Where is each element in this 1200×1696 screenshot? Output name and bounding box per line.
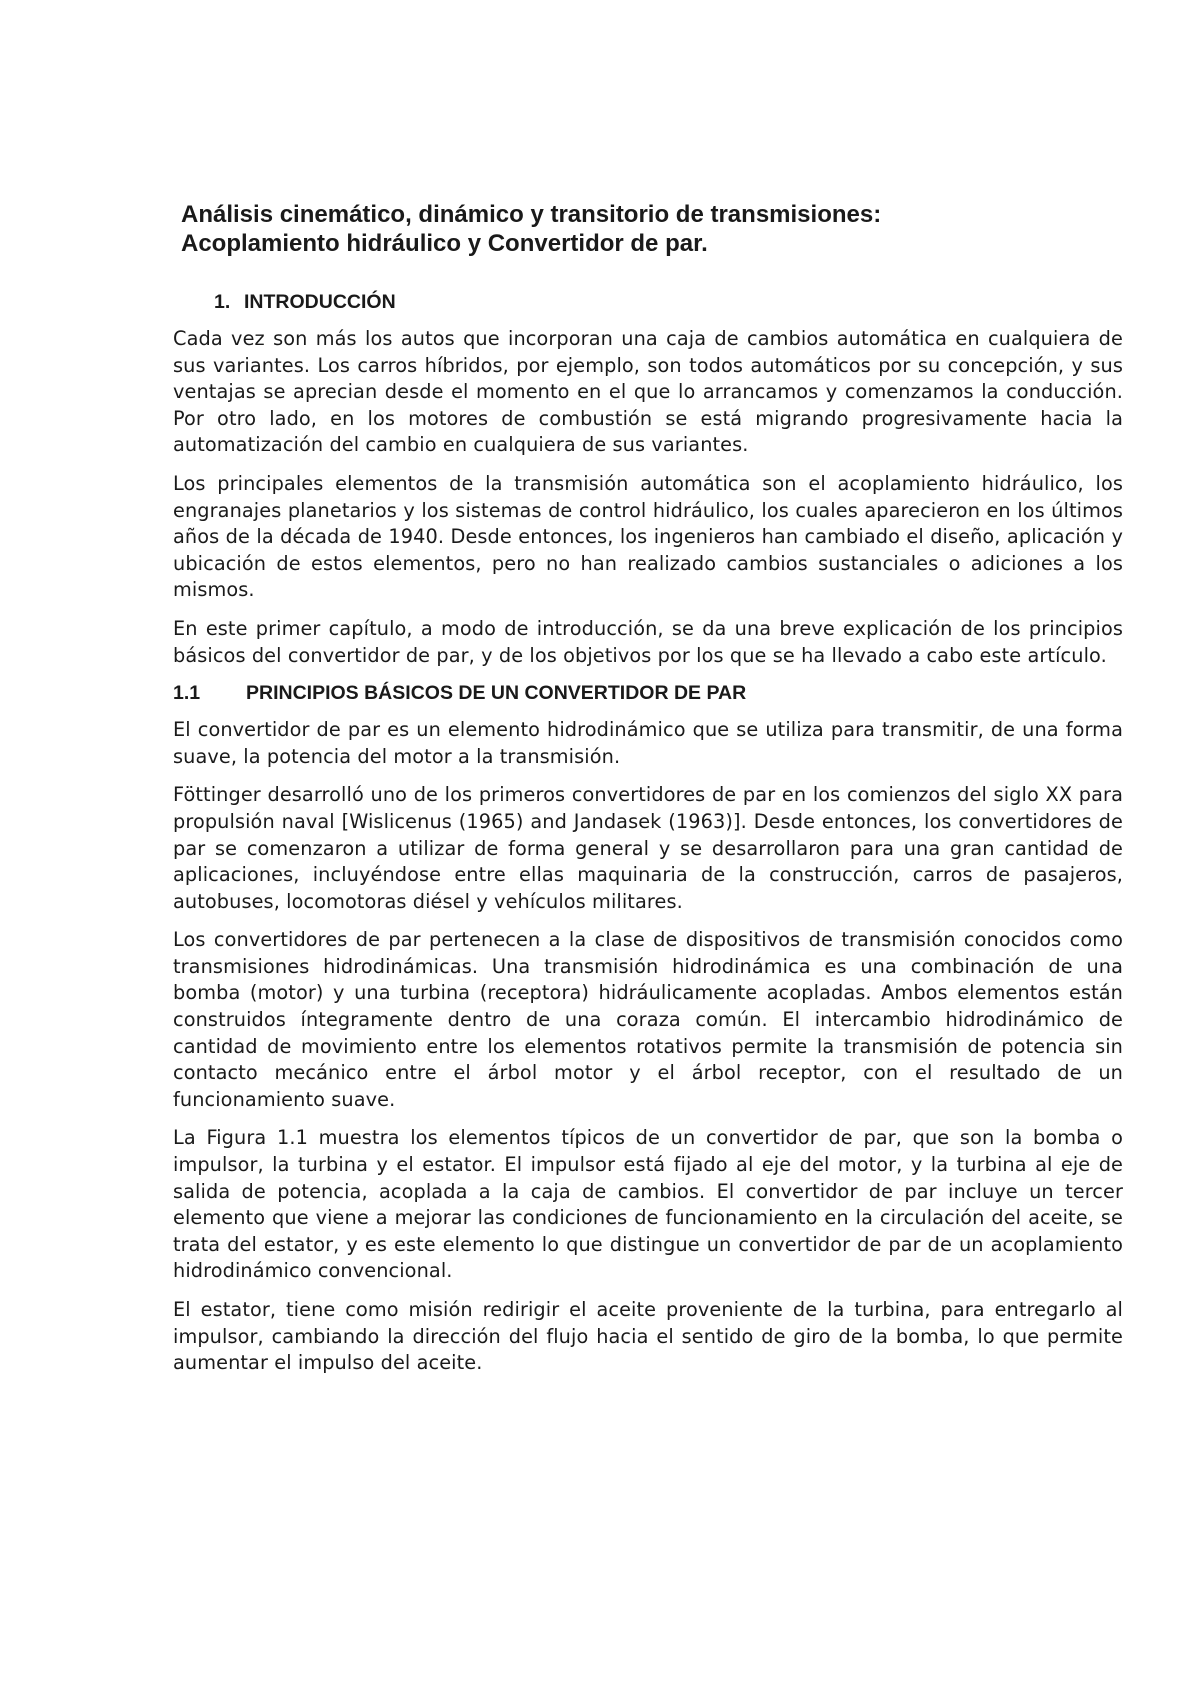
document-title <box>181 200 1123 258</box>
section-1-1-heading <box>173 681 1123 705</box>
paragraph: El estator, tiene como misión redirigir el aceite proveniente de la turbina, para entregarlo al impulsor, cambiando la dirección del flujo hacia el sentido de giro de la bomba, lo que permite aumentar el impulso del aceite. <box>173 1298 1123 1375</box>
section-1-number: 1. <box>214 291 231 313</box>
paragraph: En este primer capítulo, a modo de introducción, se da una breve explicación de los principios básicos del convertidor de par, y de los objetivos por los que se ha llevado a cabo este artículo. <box>173 616 1123 667</box>
paragraph: Cada vez son más los autos que incorporan una caja de cambios automática en cualquiera de sus variantes. Los carros híbridos, por ejemplo, son todos automáticos por su concepción, y sus ventajas se aprecian desde el momento en el que lo arrancamos y comenzamos la conducción. Por otro lado, en los motores de combustión se está migrando progresivamente hacia la automatización del cambio en cualquiera de sus variantes. <box>173 327 1123 457</box>
title-line-1: Análisis cinemático, dinámico y transitorio de transmisiones: <box>181 201 882 228</box>
section-1-title: INTRODUCCIÓN <box>244 291 396 313</box>
section-1-1-title: PRINCIPIOS BÁSICOS DE UN CONVERTIDOR DE PAR <box>246 682 747 705</box>
paragraph: El convertidor de par es un elemento hidrodinámico que se utiliza para transmitir, de una forma suave, la potencia del motor a la transmisión. <box>173 718 1123 768</box>
paragraph: Föttinger desarrolló uno de los primeros convertidores de par en los comienzos del siglo XX para propulsión naval [Wislicenus (1965) and Jandasek (1963)]. Desde entonces, los convertidores de par se comenzaron a utilizar de forma general y se desarrollaron para una gran cantidad de aplicaciones, incluyéndose entre ellas maquinaria de la construcción, carros de pasajeros, autobuses, locomotoras diésel y vehículos militares. <box>173 783 1123 913</box>
section-1-1-number: 1.1 <box>173 682 201 705</box>
section-1-heading <box>214 290 1123 314</box>
paragraph: La Figura 1.1 muestra los elementos típicos de un convertidor de par, que son la bomba o impulsor, la turbina y el estator. El impulsor está fijado al eje del motor, y la turbina al eje de salida de potencia, acoplada a la caja de cambios. El convertidor de par incluye un tercer elemento que viene a mejorar las condiciones de funcionamiento en la circulación del aceite, se trata del estator, y es este elemento lo que distingue un convertidor de par de un acoplamiento hidrodinámico convencional. <box>173 1126 1123 1283</box>
document-content <box>173 200 1123 1389</box>
title-line-2: Acoplamiento hidráulico y Convertidor de par. <box>181 230 708 257</box>
paragraph: Los convertidores de par pertenecen a la clase de dispositivos de transmisión conocidos como transmisiones hidrodinámicas. Una transmisión hidrodinámica es una combinación de una bomba (motor) y una turbina (receptora) hidráulicamente acopladas. Ambos elementos están construidos íntegramente dentro de una coraza común. El intercambio hidrodinámico de cantidad de movimiento entre los elementos rotativos permite la transmisión de potencia sin contacto mecánico entre el árbol motor y el árbol receptor, con el resultado de un funcionamiento suave. <box>173 928 1123 1111</box>
paragraph: Los principales elementos de la transmisión automática son el acoplamiento hidráulico, los engranajes planetarios y los sistemas de control hidráulico, los cuales aparecieron en los últimos años de la década de 1940. Desde entonces, los ingenieros han cambiado el diseño, aplicación y ubicación de estos elementos, pero no han realizado cambios sustanciales o adiciones a los mismos. <box>173 471 1123 602</box>
